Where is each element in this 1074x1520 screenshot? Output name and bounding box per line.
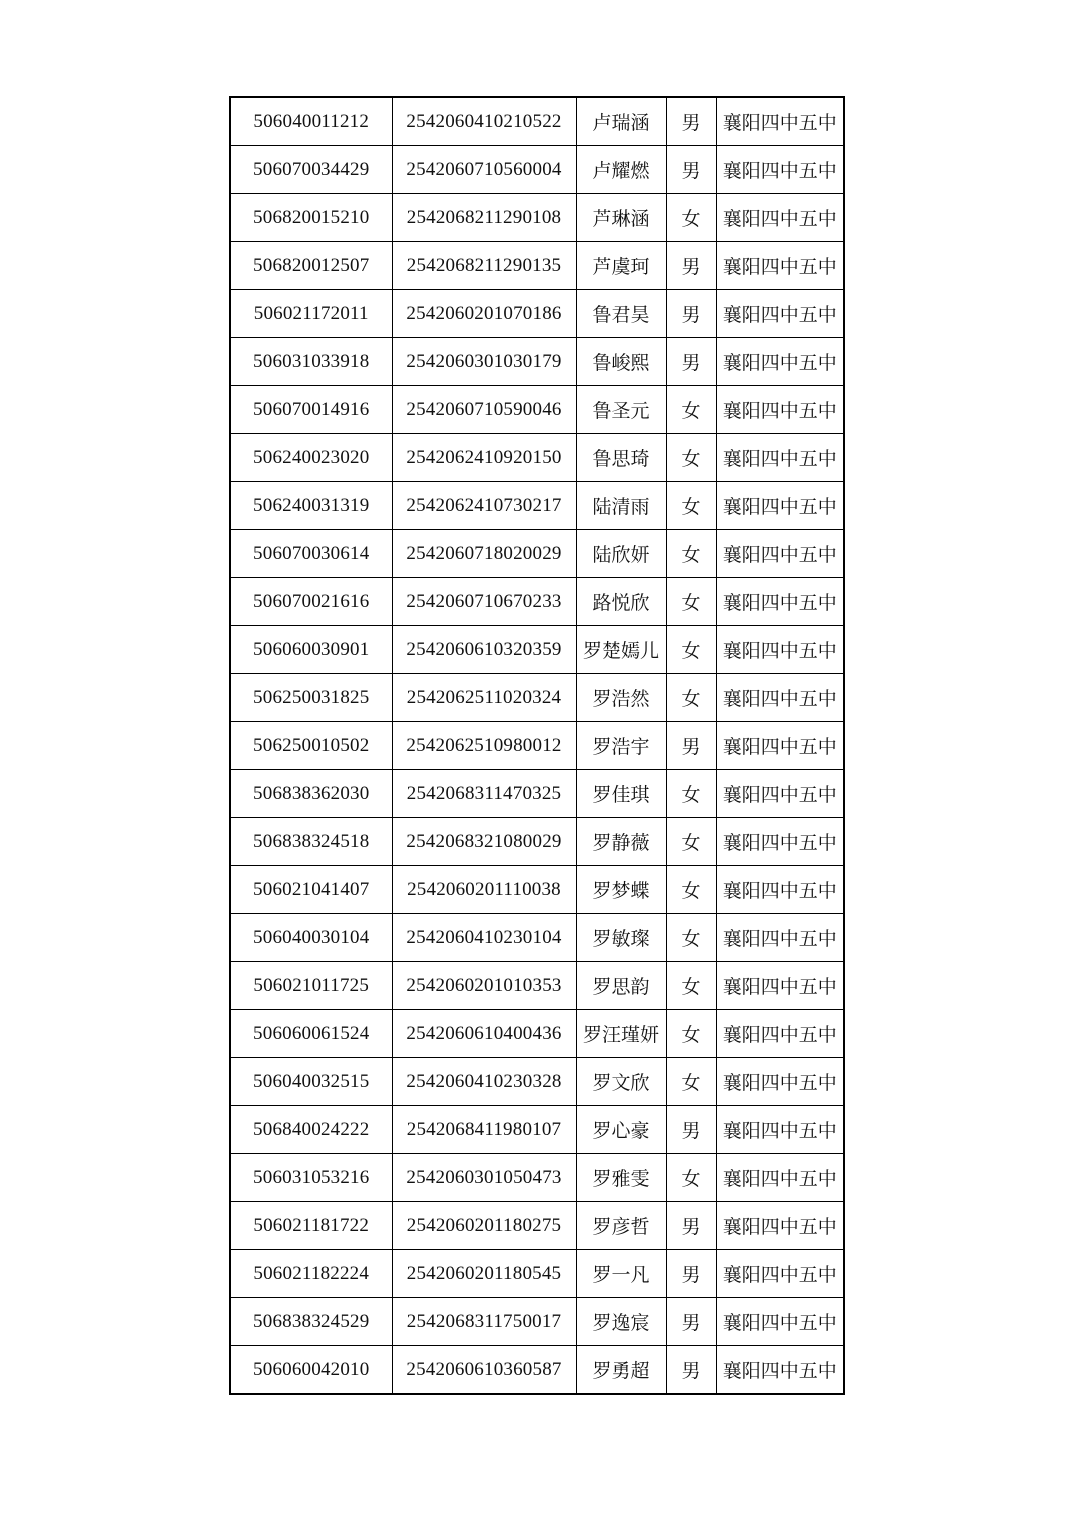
table-row: [230, 722, 844, 770]
table-row: [230, 242, 844, 290]
school-cell: 襄阳四中五中: [716, 434, 844, 482]
school-cell: 襄阳四中五中: [716, 674, 844, 722]
table-row: [230, 530, 844, 578]
exam-number-cell: 506031053216: [230, 1154, 392, 1202]
school-cell: 襄阳四中五中: [716, 1154, 844, 1202]
student-name-cell: 罗思韵: [576, 962, 666, 1010]
exam-number-cell: 506838362030: [230, 770, 392, 818]
gender-cell: 男: [666, 722, 716, 770]
student-name-cell: 罗敏璨: [576, 914, 666, 962]
student-name-cell: 卢瑞涵: [576, 97, 666, 146]
table-row: [230, 482, 844, 530]
gender-cell: 女: [666, 1010, 716, 1058]
gender-cell: 男: [666, 146, 716, 194]
student-name-cell: 罗楚嫣儿: [576, 626, 666, 674]
registration-id-cell: 2542060201180545: [392, 1250, 576, 1298]
gender-cell: 男: [666, 290, 716, 338]
exam-number-cell: 506250010502: [230, 722, 392, 770]
table-row: [230, 1010, 844, 1058]
exam-number-cell: 506040030104: [230, 914, 392, 962]
gender-cell: 男: [666, 1106, 716, 1154]
registration-id-cell: 2542060610360587: [392, 1346, 576, 1395]
exam-number-cell: 506838324529: [230, 1298, 392, 1346]
gender-cell: 女: [666, 770, 716, 818]
student-name-cell: 罗佳琪: [576, 770, 666, 818]
school-cell: 襄阳四中五中: [716, 290, 844, 338]
gender-cell: 男: [666, 1250, 716, 1298]
gender-cell: 女: [666, 866, 716, 914]
registration-id-cell: 2542060410230104: [392, 914, 576, 962]
school-cell: 襄阳四中五中: [716, 1010, 844, 1058]
school-cell: 襄阳四中五中: [716, 482, 844, 530]
student-name-cell: 罗勇超: [576, 1346, 666, 1395]
student-name-cell: 陆清雨: [576, 482, 666, 530]
registration-id-cell: 2542060710590046: [392, 386, 576, 434]
registration-id-cell: 2542068321080029: [392, 818, 576, 866]
exam-number-cell: 506021182224: [230, 1250, 392, 1298]
school-cell: 襄阳四中五中: [716, 626, 844, 674]
exam-number-cell: 506240031319: [230, 482, 392, 530]
exam-number-cell: 506040032515: [230, 1058, 392, 1106]
exam-number-cell: 506021172011: [230, 290, 392, 338]
school-cell: 襄阳四中五中: [716, 962, 844, 1010]
exam-number-cell: 506070034429: [230, 146, 392, 194]
registration-id-cell: 2542060610400436: [392, 1010, 576, 1058]
registration-id-cell: 2542068311750017: [392, 1298, 576, 1346]
exam-number-cell: 506820015210: [230, 194, 392, 242]
student-name-cell: 芦琳涵: [576, 194, 666, 242]
gender-cell: 女: [666, 626, 716, 674]
table-row: [230, 290, 844, 338]
student-name-cell: 罗汪瑾妍: [576, 1010, 666, 1058]
student-name-cell: 陆欣妍: [576, 530, 666, 578]
table-row: [230, 578, 844, 626]
registration-id-cell: 2542068311470325: [392, 770, 576, 818]
gender-cell: 女: [666, 530, 716, 578]
gender-cell: 男: [666, 1346, 716, 1395]
table-row: [230, 818, 844, 866]
registration-id-cell: 2542062511020324: [392, 674, 576, 722]
gender-cell: 女: [666, 1058, 716, 1106]
table-row: [230, 1058, 844, 1106]
roster-body: [230, 97, 844, 1394]
registration-id-cell: 2542060410230328: [392, 1058, 576, 1106]
school-cell: 襄阳四中五中: [716, 146, 844, 194]
student-name-cell: 鲁君昊: [576, 290, 666, 338]
student-name-cell: 罗逸宸: [576, 1298, 666, 1346]
registration-id-cell: 2542068211290135: [392, 242, 576, 290]
exam-number-cell: 506070021616: [230, 578, 392, 626]
gender-cell: 女: [666, 1154, 716, 1202]
school-cell: 襄阳四中五中: [716, 914, 844, 962]
table-row: [230, 338, 844, 386]
gender-cell: 女: [666, 962, 716, 1010]
student-name-cell: 鲁峻熙: [576, 338, 666, 386]
school-cell: 襄阳四中五中: [716, 1058, 844, 1106]
exam-number-cell: 506820012507: [230, 242, 392, 290]
table-row: [230, 1346, 844, 1395]
registration-id-cell: 2542060301050473: [392, 1154, 576, 1202]
table-row: [230, 674, 844, 722]
registration-id-cell: 2542062410920150: [392, 434, 576, 482]
table-row: [230, 194, 844, 242]
table-row: [230, 914, 844, 962]
gender-cell: 女: [666, 674, 716, 722]
school-cell: 襄阳四中五中: [716, 818, 844, 866]
school-cell: 襄阳四中五中: [716, 97, 844, 146]
exam-number-cell: 506240023020: [230, 434, 392, 482]
student-name-cell: 罗心豪: [576, 1106, 666, 1154]
exam-number-cell: 506060061524: [230, 1010, 392, 1058]
school-cell: 襄阳四中五中: [716, 866, 844, 914]
registration-id-cell: 2542060710670233: [392, 578, 576, 626]
student-name-cell: 芦虞珂: [576, 242, 666, 290]
exam-number-cell: 506838324518: [230, 818, 392, 866]
table-row: [230, 1154, 844, 1202]
school-cell: 襄阳四中五中: [716, 1250, 844, 1298]
exam-number-cell: 506021011725: [230, 962, 392, 1010]
gender-cell: 男: [666, 338, 716, 386]
student-name-cell: 罗梦蝶: [576, 866, 666, 914]
registration-id-cell: 2542060201110038: [392, 866, 576, 914]
student-name-cell: 罗一凡: [576, 1250, 666, 1298]
school-cell: 襄阳四中五中: [716, 1202, 844, 1250]
gender-cell: 女: [666, 482, 716, 530]
table-row: [230, 434, 844, 482]
table-row: [230, 626, 844, 674]
table-row: [230, 770, 844, 818]
table-row: [230, 962, 844, 1010]
gender-cell: 女: [666, 578, 716, 626]
student-name-cell: 路悦欣: [576, 578, 666, 626]
exam-number-cell: 506031033918: [230, 338, 392, 386]
table-row: [230, 866, 844, 914]
registration-id-cell: 2542060710560004: [392, 146, 576, 194]
registration-id-cell: 2542060301030179: [392, 338, 576, 386]
exam-number-cell: 506040011212: [230, 97, 392, 146]
exam-number-cell: 506840024222: [230, 1106, 392, 1154]
registration-id-cell: 2542060410210522: [392, 97, 576, 146]
registration-id-cell: 2542060201010353: [392, 962, 576, 1010]
student-name-cell: 罗彦哲: [576, 1202, 666, 1250]
student-name-cell: 罗雅雯: [576, 1154, 666, 1202]
student-name-cell: 卢耀燃: [576, 146, 666, 194]
gender-cell: 女: [666, 914, 716, 962]
registration-id-cell: 2542060201180275: [392, 1202, 576, 1250]
registration-id-cell: 2542068211290108: [392, 194, 576, 242]
gender-cell: 女: [666, 194, 716, 242]
exam-number-cell: 506060042010: [230, 1346, 392, 1395]
gender-cell: 男: [666, 242, 716, 290]
table-row: [230, 386, 844, 434]
gender-cell: 男: [666, 1298, 716, 1346]
school-cell: 襄阳四中五中: [716, 1106, 844, 1154]
gender-cell: 女: [666, 434, 716, 482]
exam-number-cell: 506060030901: [230, 626, 392, 674]
exam-number-cell: 506250031825: [230, 674, 392, 722]
registration-id-cell: 2542060718020029: [392, 530, 576, 578]
student-name-cell: 罗静薇: [576, 818, 666, 866]
registration-id-cell: 2542062410730217: [392, 482, 576, 530]
school-cell: 襄阳四中五中: [716, 770, 844, 818]
student-name-cell: 罗文欣: [576, 1058, 666, 1106]
registration-id-cell: 2542060610320359: [392, 626, 576, 674]
student-name-cell: 罗浩然: [576, 674, 666, 722]
registration-id-cell: 2542062510980012: [392, 722, 576, 770]
table-row: [230, 1106, 844, 1154]
gender-cell: 女: [666, 386, 716, 434]
registration-id-cell: 2542060201070186: [392, 290, 576, 338]
school-cell: 襄阳四中五中: [716, 1298, 844, 1346]
gender-cell: 男: [666, 97, 716, 146]
school-cell: 襄阳四中五中: [716, 578, 844, 626]
student-roster-table: [229, 96, 845, 1395]
table-row: [230, 97, 844, 146]
student-name-cell: 罗浩宇: [576, 722, 666, 770]
exam-number-cell: 506021181722: [230, 1202, 392, 1250]
student-name-cell: 鲁思琦: [576, 434, 666, 482]
table-row: [230, 1202, 844, 1250]
table-row: [230, 1298, 844, 1346]
school-cell: 襄阳四中五中: [716, 242, 844, 290]
exam-number-cell: 506021041407: [230, 866, 392, 914]
exam-number-cell: 506070030614: [230, 530, 392, 578]
gender-cell: 男: [666, 1202, 716, 1250]
school-cell: 襄阳四中五中: [716, 338, 844, 386]
exam-number-cell: 506070014916: [230, 386, 392, 434]
school-cell: 襄阳四中五中: [716, 530, 844, 578]
school-cell: 襄阳四中五中: [716, 194, 844, 242]
gender-cell: 女: [666, 818, 716, 866]
table-row: [230, 1250, 844, 1298]
school-cell: 襄阳四中五中: [716, 386, 844, 434]
registration-id-cell: 2542068411980107: [392, 1106, 576, 1154]
student-name-cell: 鲁圣元: [576, 386, 666, 434]
table-row: [230, 146, 844, 194]
school-cell: 襄阳四中五中: [716, 722, 844, 770]
school-cell: 襄阳四中五中: [716, 1346, 844, 1395]
